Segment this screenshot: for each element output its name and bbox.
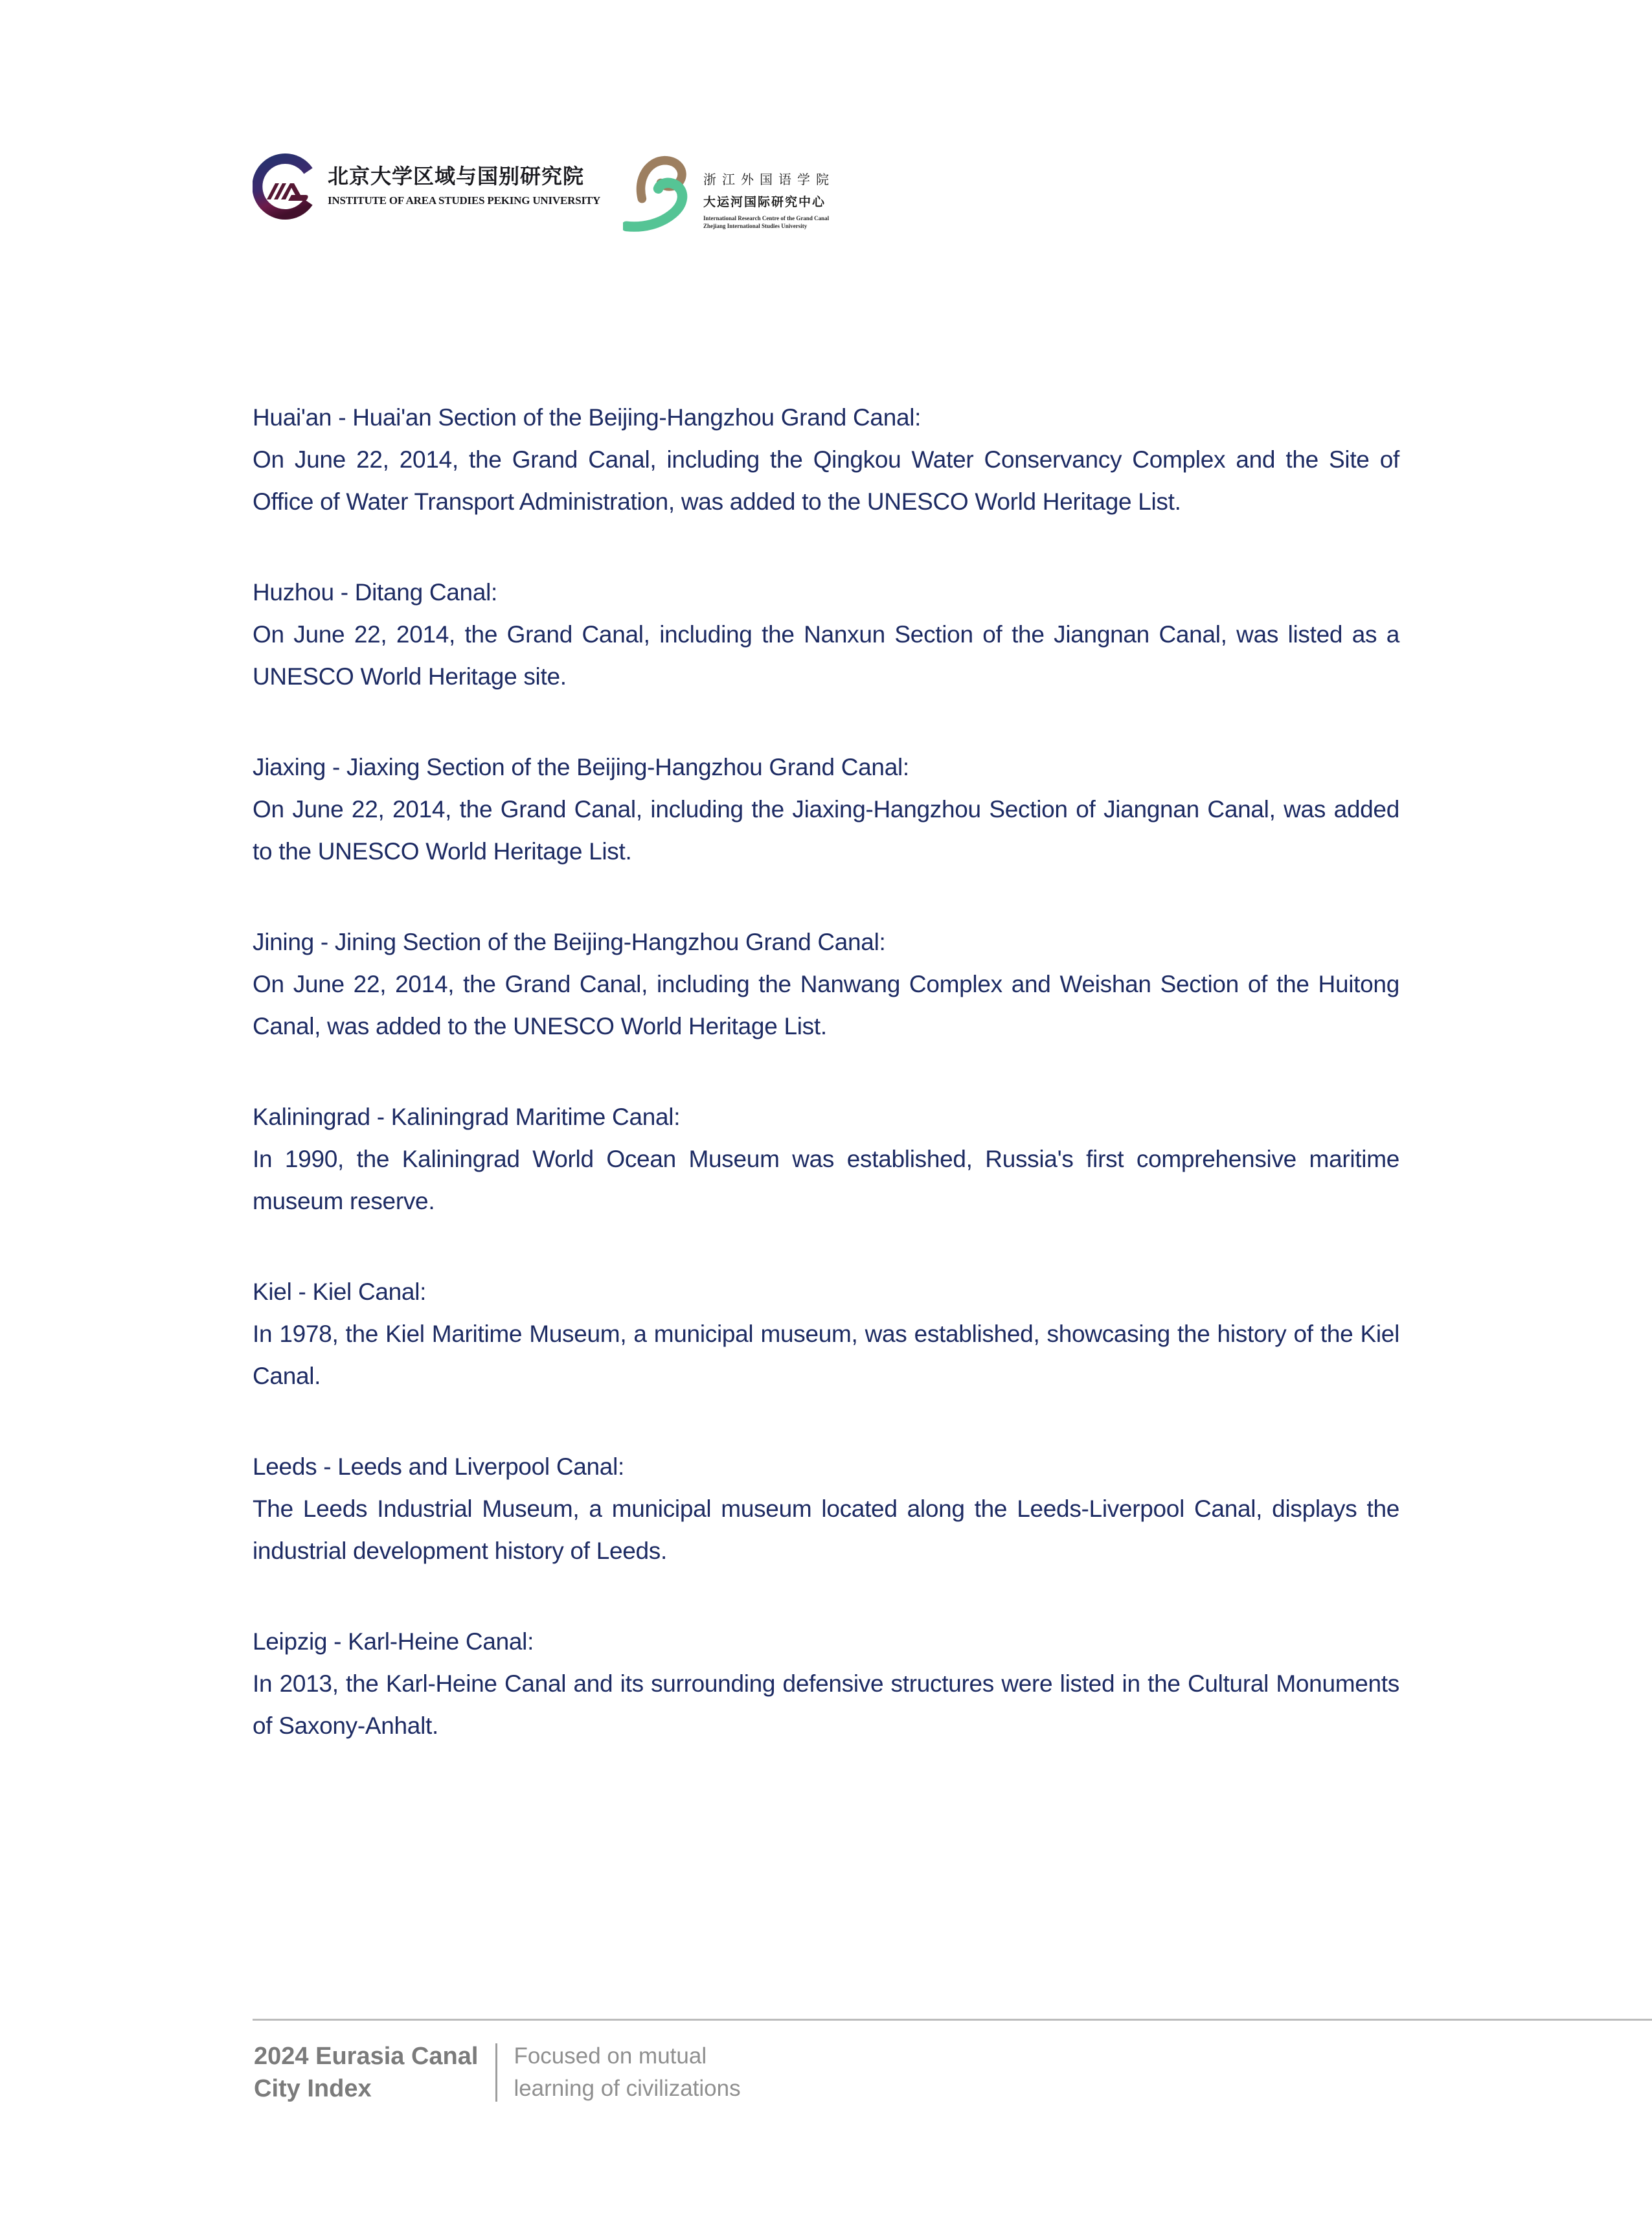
entry-body: On June 22, 2014, the Grand Canal, including the Qingkou Water Conservancy Complex and the Site of Office of Water Transport Administration, was added to the UNESCO World Heritage List. bbox=[253, 446, 1399, 515]
entry-heading: Leeds - Leeds and Liverpool Canal: bbox=[253, 1453, 624, 1480]
main-content bbox=[253, 396, 1399, 1795]
canal-entry-huzhou bbox=[253, 571, 1399, 698]
grand-canal-logo-en-line1: International Research Centre of the Grand Canal bbox=[703, 215, 830, 221]
report-tagline-line1: Focused on mutual bbox=[514, 2043, 707, 2069]
pku-ias-crescent-icon bbox=[253, 153, 317, 220]
grand-canal-logo-text bbox=[703, 169, 835, 230]
entry-body: On June 22, 2014, the Grand Canal, including the Nanwang Complex and Weishan Section of the Huitong Canal, was added to the UNESCO World Heritage List. bbox=[253, 971, 1399, 1039]
entry-body: In 2013, the Karl-Heine Canal and its surrounding defensive structures were listed in the Cultural Monuments of Saxony-Anhalt. bbox=[253, 1670, 1399, 1739]
entry-heading: Jining - Jining Section of the Beijing-Hangzhou Grand Canal: bbox=[253, 929, 886, 955]
entry-heading: Leipzig - Karl-Heine Canal: bbox=[253, 1628, 534, 1655]
pku-ias-logo-cn: 北京大学区域与国别研究院 bbox=[328, 165, 585, 188]
canal-entry-leeds bbox=[253, 1446, 1399, 1572]
grand-canal-logo-cn-line1: 浙江外国语学院 bbox=[703, 173, 835, 187]
entry-body: On June 22, 2014, the Grand Canal, including the Nanxun Section of the Jiangnan Canal, was listed as a UNESCO World Heritage site. bbox=[253, 621, 1399, 690]
footer-vertical-divider bbox=[495, 2043, 497, 2102]
header-logos bbox=[253, 152, 835, 234]
entry-body: In 1990, the Kaliningrad World Ocean Museum was established, Russia's first comprehensive maritime museum reserve. bbox=[253, 1146, 1399, 1214]
entry-body: The Leeds Industrial Museum, a municipal museum located along the Leeds-Liverpool Canal, displays the industrial development history of Leeds. bbox=[253, 1495, 1399, 1564]
canal-entry-jining bbox=[253, 921, 1399, 1047]
entry-heading: Huai'an - Huai'an Section of the Beijing-Hangzhou Grand Canal: bbox=[253, 404, 922, 431]
report-tagline-line2: learning of civilizations bbox=[514, 2076, 741, 2101]
footer-divider bbox=[253, 2019, 1652, 2021]
entry-heading: Jiaxing - Jiaxing Section of the Beijing-Hangzhou Grand Canal: bbox=[253, 754, 909, 780]
canal-entry-leipzig bbox=[253, 1620, 1399, 1747]
canal-entry-kiel bbox=[253, 1271, 1399, 1397]
entry-heading: Kiel - Kiel Canal: bbox=[253, 1278, 427, 1305]
pku-ias-logo bbox=[253, 152, 601, 220]
grand-canal-center-logo bbox=[623, 152, 835, 234]
canal-entry-huaian bbox=[253, 396, 1399, 523]
entry-heading: Huzhou - Ditang Canal: bbox=[253, 579, 497, 606]
grand-canal-logo-cn-line2: 大运河国际研究中心 bbox=[703, 196, 826, 209]
canal-entry-jiaxing bbox=[253, 746, 1399, 872]
report-title-line1: 2024 Eurasia Canal bbox=[254, 2043, 479, 2070]
page-footer bbox=[254, 2040, 741, 2105]
report-title-line2: City Index bbox=[254, 2075, 372, 2102]
grand-canal-swirl-icon bbox=[623, 152, 696, 234]
entry-body: In 1978, the Kiel Maritime Museum, a municipal museum, was established, showcasing the history of the Kiel Canal. bbox=[253, 1321, 1399, 1389]
entry-body: On June 22, 2014, the Grand Canal, including the Jiaxing-Hangzhou Section of Jiangnan Canal, was added to the UNESCO World Heritage List. bbox=[253, 796, 1399, 865]
pku-ias-logo-en: INSTITUTE OF AREA STUDIES PEKING UNIVERSITY bbox=[328, 194, 601, 207]
report-title bbox=[254, 2040, 478, 2105]
report-tagline bbox=[514, 2040, 740, 2105]
pku-ias-logo-text bbox=[328, 160, 601, 207]
entry-heading: Kaliningrad - Kaliningrad Maritime Canal: bbox=[253, 1104, 681, 1130]
canal-entry-kaliningrad bbox=[253, 1096, 1399, 1222]
grand-canal-logo-en-line2: Zhejiang International Studies University bbox=[703, 223, 808, 229]
